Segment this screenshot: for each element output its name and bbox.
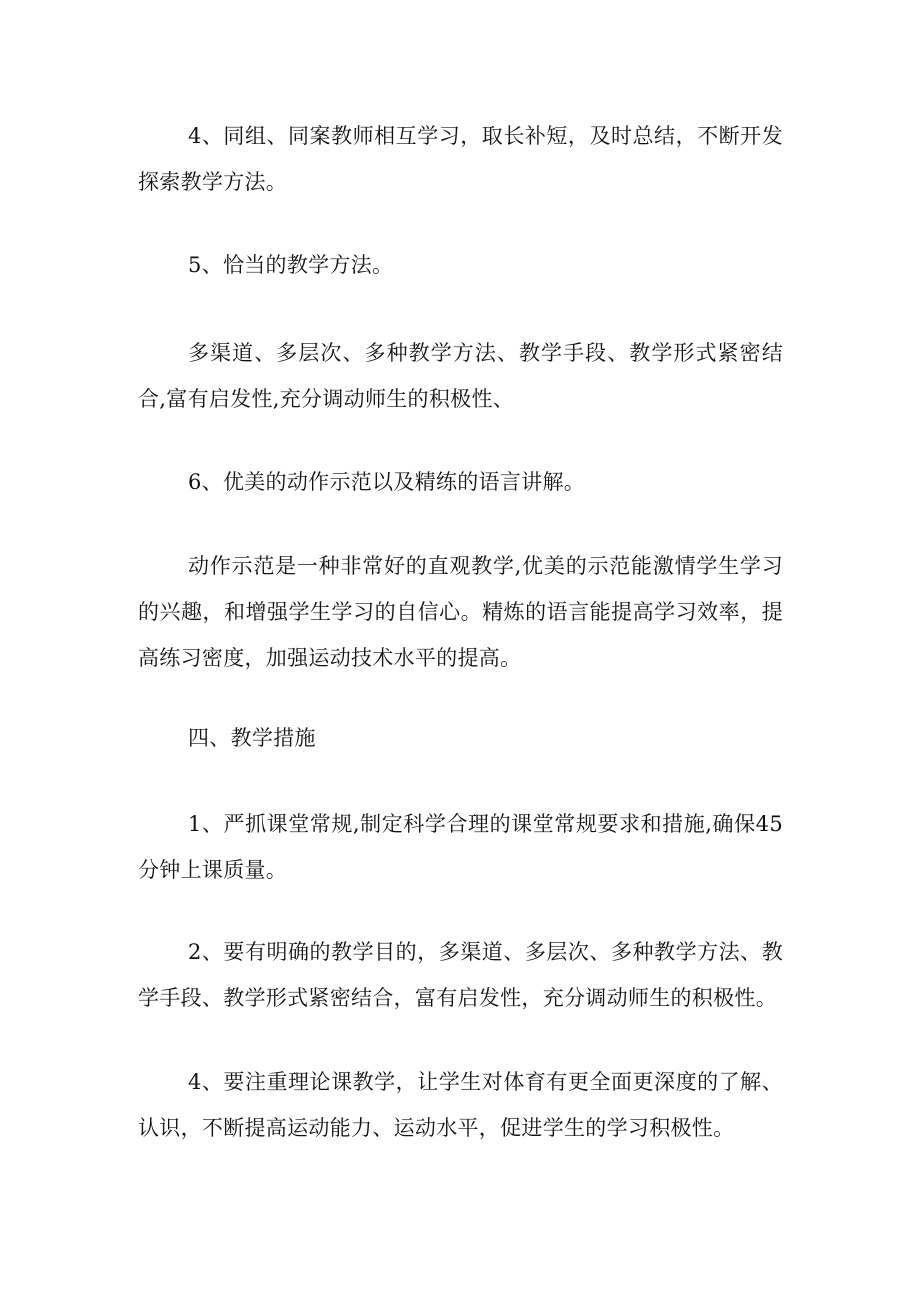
paragraph-5: 动作示范是一种非常好的直观教学,优美的示范能激情学生学习的兴趣，和增强学生学习的自信心。精炼的语言能提高学习效率，提高练习密度，加强运动技术水平的提高。 [138,554,783,670]
paragraph-1: 4、同组、同案教师相互学习，取长补短，及时总结，不断开发探索教学方法。 [138,124,783,194]
paragraph-2: 5、恰当的教学方法。 [188,253,394,277]
paragraph-3: 多渠道、多层次、多种教学方法、教学手段、教学形式紧密结合,富有启发性,充分调动师生的积极性、 [138,341,783,411]
paragraph-9: 4、要注重理论课教学，让学生对体育有更全面更深度的了解、认识，不断提高运动能力、运动水平，促进学生的学习积极性。 [138,1070,783,1140]
paragraph-4: 6、优美的动作示范以及精练的语言讲解。 [188,470,586,494]
paragraph-8: 2、要有明确的教学目的，多渠道、多层次、多种教学方法、教学手段、教学形式紧密结合，富有启发性，充分调动师生的积极性。 [138,940,783,1010]
section-heading-teaching-measures: 四、教学措施 [188,726,316,750]
paragraph-7: 1、严抓课堂常规,制定科学合理的课堂常规要求和措施,确保45分钟上课质量。 [138,812,783,882]
